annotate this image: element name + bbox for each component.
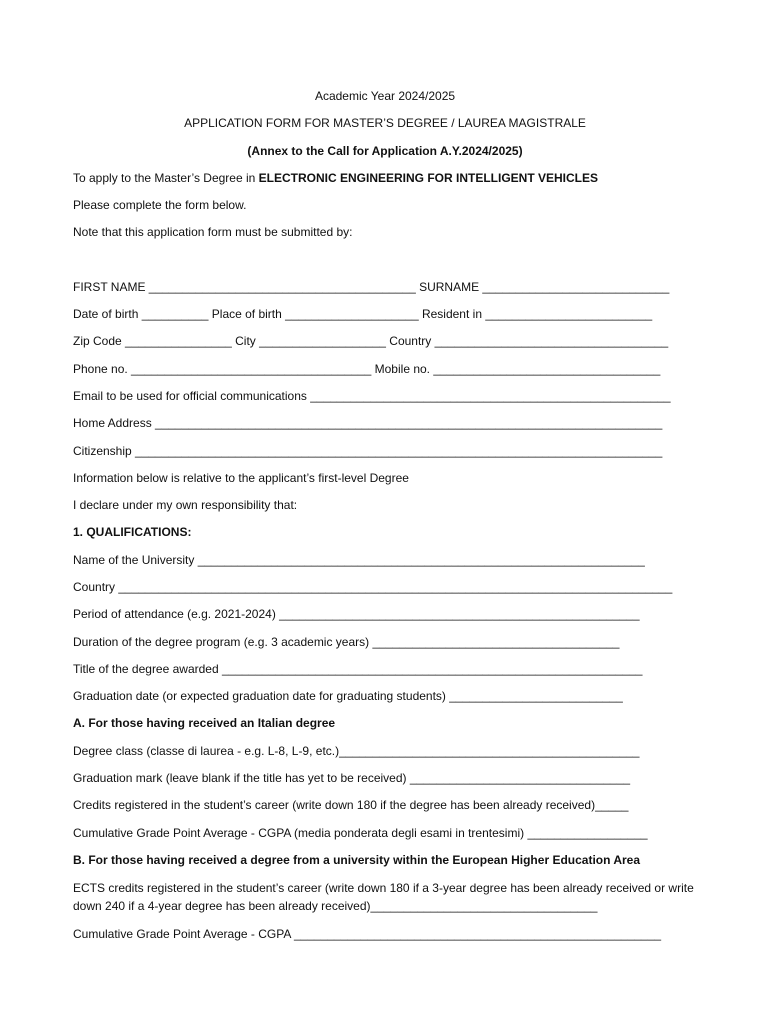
- email-field-line[interactable]: Email to be used for official communications ______________________________________________________: [73, 389, 671, 403]
- degree-class-field-line[interactable]: Degree class (classe di laurea - e.g. L-8, L-9, etc.)_____________________________________________: [73, 744, 640, 758]
- apply-line: [73, 170, 598, 186]
- address-field-line[interactable]: Home Address ____________________________________________________________________________: [73, 416, 663, 430]
- degree-info-line: Information below is relative to the applicant’s first-level Degree: [73, 471, 409, 485]
- name-field-line[interactable]: FIRST NAME ________________________________________ SURNAME ____________________________: [73, 280, 670, 294]
- qualifications-heading: 1. QUALIFICATIONS:: [73, 525, 192, 539]
- birth-field-line[interactable]: Date of birth __________ Place of birth ____________________ Resident in _________________________: [73, 307, 653, 321]
- academic-year-heading: Academic Year 2024/2025: [314, 89, 456, 103]
- phone-field-line[interactable]: Phone no. ____________________________________ Mobile no. __________________________________: [73, 362, 661, 376]
- citizenship-field-line[interactable]: Citizenship _______________________________________________________________________________: [73, 444, 663, 458]
- italian-degree-heading: A. For those having received an Italian degree: [73, 716, 336, 730]
- duration-field-line[interactable]: Duration of the degree program (e.g. 3 academic years) _____________________________________: [73, 635, 620, 649]
- ehea-cgpa-field-line[interactable]: Cumulative Grade Point Average - CGPA _______________________________________________________: [73, 927, 662, 941]
- complete-instruction: Please complete the form below.: [73, 198, 247, 212]
- graduation-mark-field-line[interactable]: Graduation mark (leave blank if the title has yet to be received) _________________________________: [73, 771, 631, 785]
- ehea-degree-heading: B. For those having received a degree from a university within the European Higher Education Area: [73, 853, 641, 867]
- graduation-field-line[interactable]: Graduation date (or expected graduation date for graduating students) __________________________: [73, 689, 623, 703]
- italian-cgpa-field-line[interactable]: Cumulative Grade Point Average - CGPA (media ponderata degli esami in trentesimi) __________________: [73, 826, 648, 840]
- submit-note: Note that this application form must be submitted by:: [73, 225, 353, 239]
- period-field-line[interactable]: Period of attendance (e.g. 2021-2024) ______________________________________________________: [73, 607, 640, 621]
- degree-name: ELECTRONIC ENGINEERING FOR INTELLIGENT VEHICLES: [258, 171, 599, 185]
- university-field-line[interactable]: Name of the University ___________________________________________________________________: [73, 553, 645, 567]
- apply-prefix: To apply to the Master’s Degree in: [73, 171, 259, 185]
- declare-line: I declare under my own responsibility that:: [73, 498, 298, 512]
- form-title: APPLICATION FORM FOR MASTER’S DEGREE / LAUREA MAGISTRALE: [184, 116, 586, 130]
- credits-field-line[interactable]: Credits registered in the student’s career (write down 180 if the degree has been already received)_____: [73, 798, 629, 812]
- annex-subtitle: (Annex to the Call for Application A.Y.2024/2025): [247, 144, 523, 158]
- ects-field-line[interactable]: ECTS credits registered in the student’s career (write down 180 if a 3-year degree has been already received or write down 240 if a 4-year degree has been already received)__________________________________: [73, 881, 694, 913]
- zip-field-line[interactable]: Zip Code ________________ City ___________________ Country ___________________________________: [73, 334, 669, 348]
- country-field-line[interactable]: Country ___________________________________________________________________________________: [73, 580, 673, 594]
- title-field-line[interactable]: Title of the degree awarded _______________________________________________________________: [73, 662, 643, 676]
